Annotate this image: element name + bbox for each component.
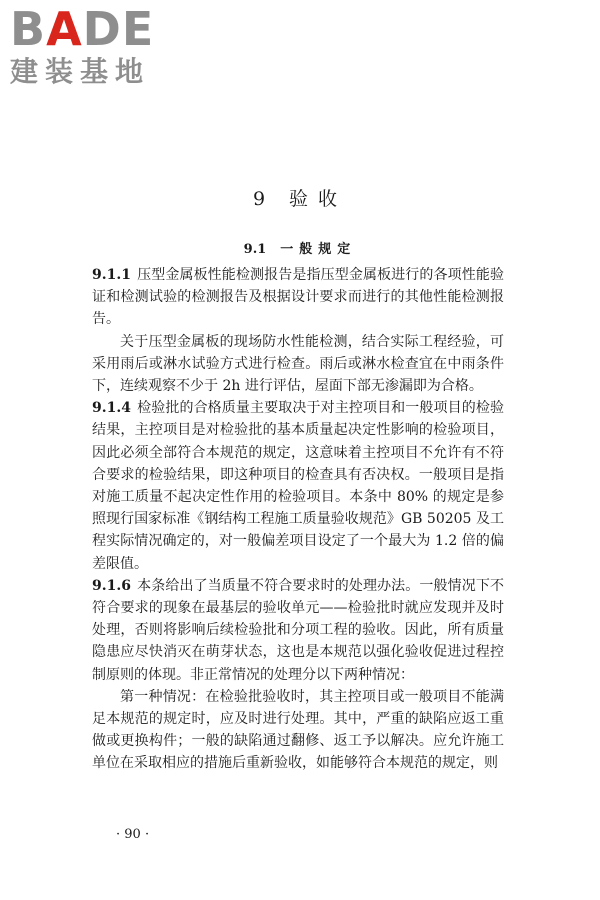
body-text	[92, 264, 504, 775]
bade-logo	[8, 4, 178, 86]
clause-number: 9.1.6	[92, 577, 131, 594]
clause-text: 检验批的合格质量主要取决于对主控项目和一般项目的检验结果，主控项目是对检验批的基本质量起决定性影响的检验项目，因此必须全部符合本规范的规定，这意味着主控项目不允许有不符合要求的检验结果，即这种项目的检查具有否决权。一般项目是指对施工质量不起决定性作用的检验项目。本条中 80% 的规定是参照现行国家标准《钢结构工程施工质量验收规范》GB 50205 及工程实际情况确定的，对一般偏差项目设定了一个最大为 1.2 倍的偏差限值。	[92, 400, 504, 572]
clause-paragraph	[92, 397, 504, 575]
logo-latin-text: BADE	[10, 2, 155, 56]
section-title	[0, 240, 600, 260]
section-name: 一般规定	[280, 242, 357, 257]
chapter-title	[0, 186, 600, 212]
clause-text: 压型金属板性能检测报告是指压型金属板进行的各项性能验证和检测试验的检测报告及根据设计要求而进行的其他性能检测报告。	[92, 267, 504, 328]
clause-number: 9.1.4	[92, 400, 131, 417]
clause-text: 本条给出了当质量不符合要求时的处理办法。一般情况下不符合要求的现象在最基层的验收单元——检验批时就应发现并及时处理，否则将影响后续检验批和分项工程的验收。因此，所有质量隐患应尽快消灭在萌芽状态，这也是本规范以强化验收促进过程控制原则的体现。非正常情况的处理分以下两种情况：	[92, 577, 504, 683]
page-number: · 90 ·	[116, 827, 150, 842]
explanation-paragraph: 关于压型金属板的现场防水性能检测，结合实际工程经验，可采用雨后或淋水试验方式进行检查。雨后或淋水检查宜在中雨条件下，连续观察不少于 2h 进行评估，屋面下部无渗漏即为合格。	[92, 333, 504, 395]
chapter-number: 9	[252, 188, 276, 210]
logo-chinese-text: 建装基地	[10, 55, 151, 88]
clause-paragraph	[92, 575, 504, 686]
explanation-paragraph: 第一种情况：在检验批验收时，其主控项目或一般项目不能满足本规范的规定时，应及时进行处理。其中，严重的缺陷应返工重做或更换构件；一般的缺陷通过翻修、返工予以解决。应允许施工单位在采取相应的措施后重新验收，如能够符合本规范的规定，则	[92, 688, 504, 772]
section-number: 9.1	[243, 242, 267, 257]
clause-number: 9.1.1	[92, 267, 131, 283]
clause-paragraph	[92, 264, 504, 331]
chapter-name: 验收	[289, 188, 348, 210]
